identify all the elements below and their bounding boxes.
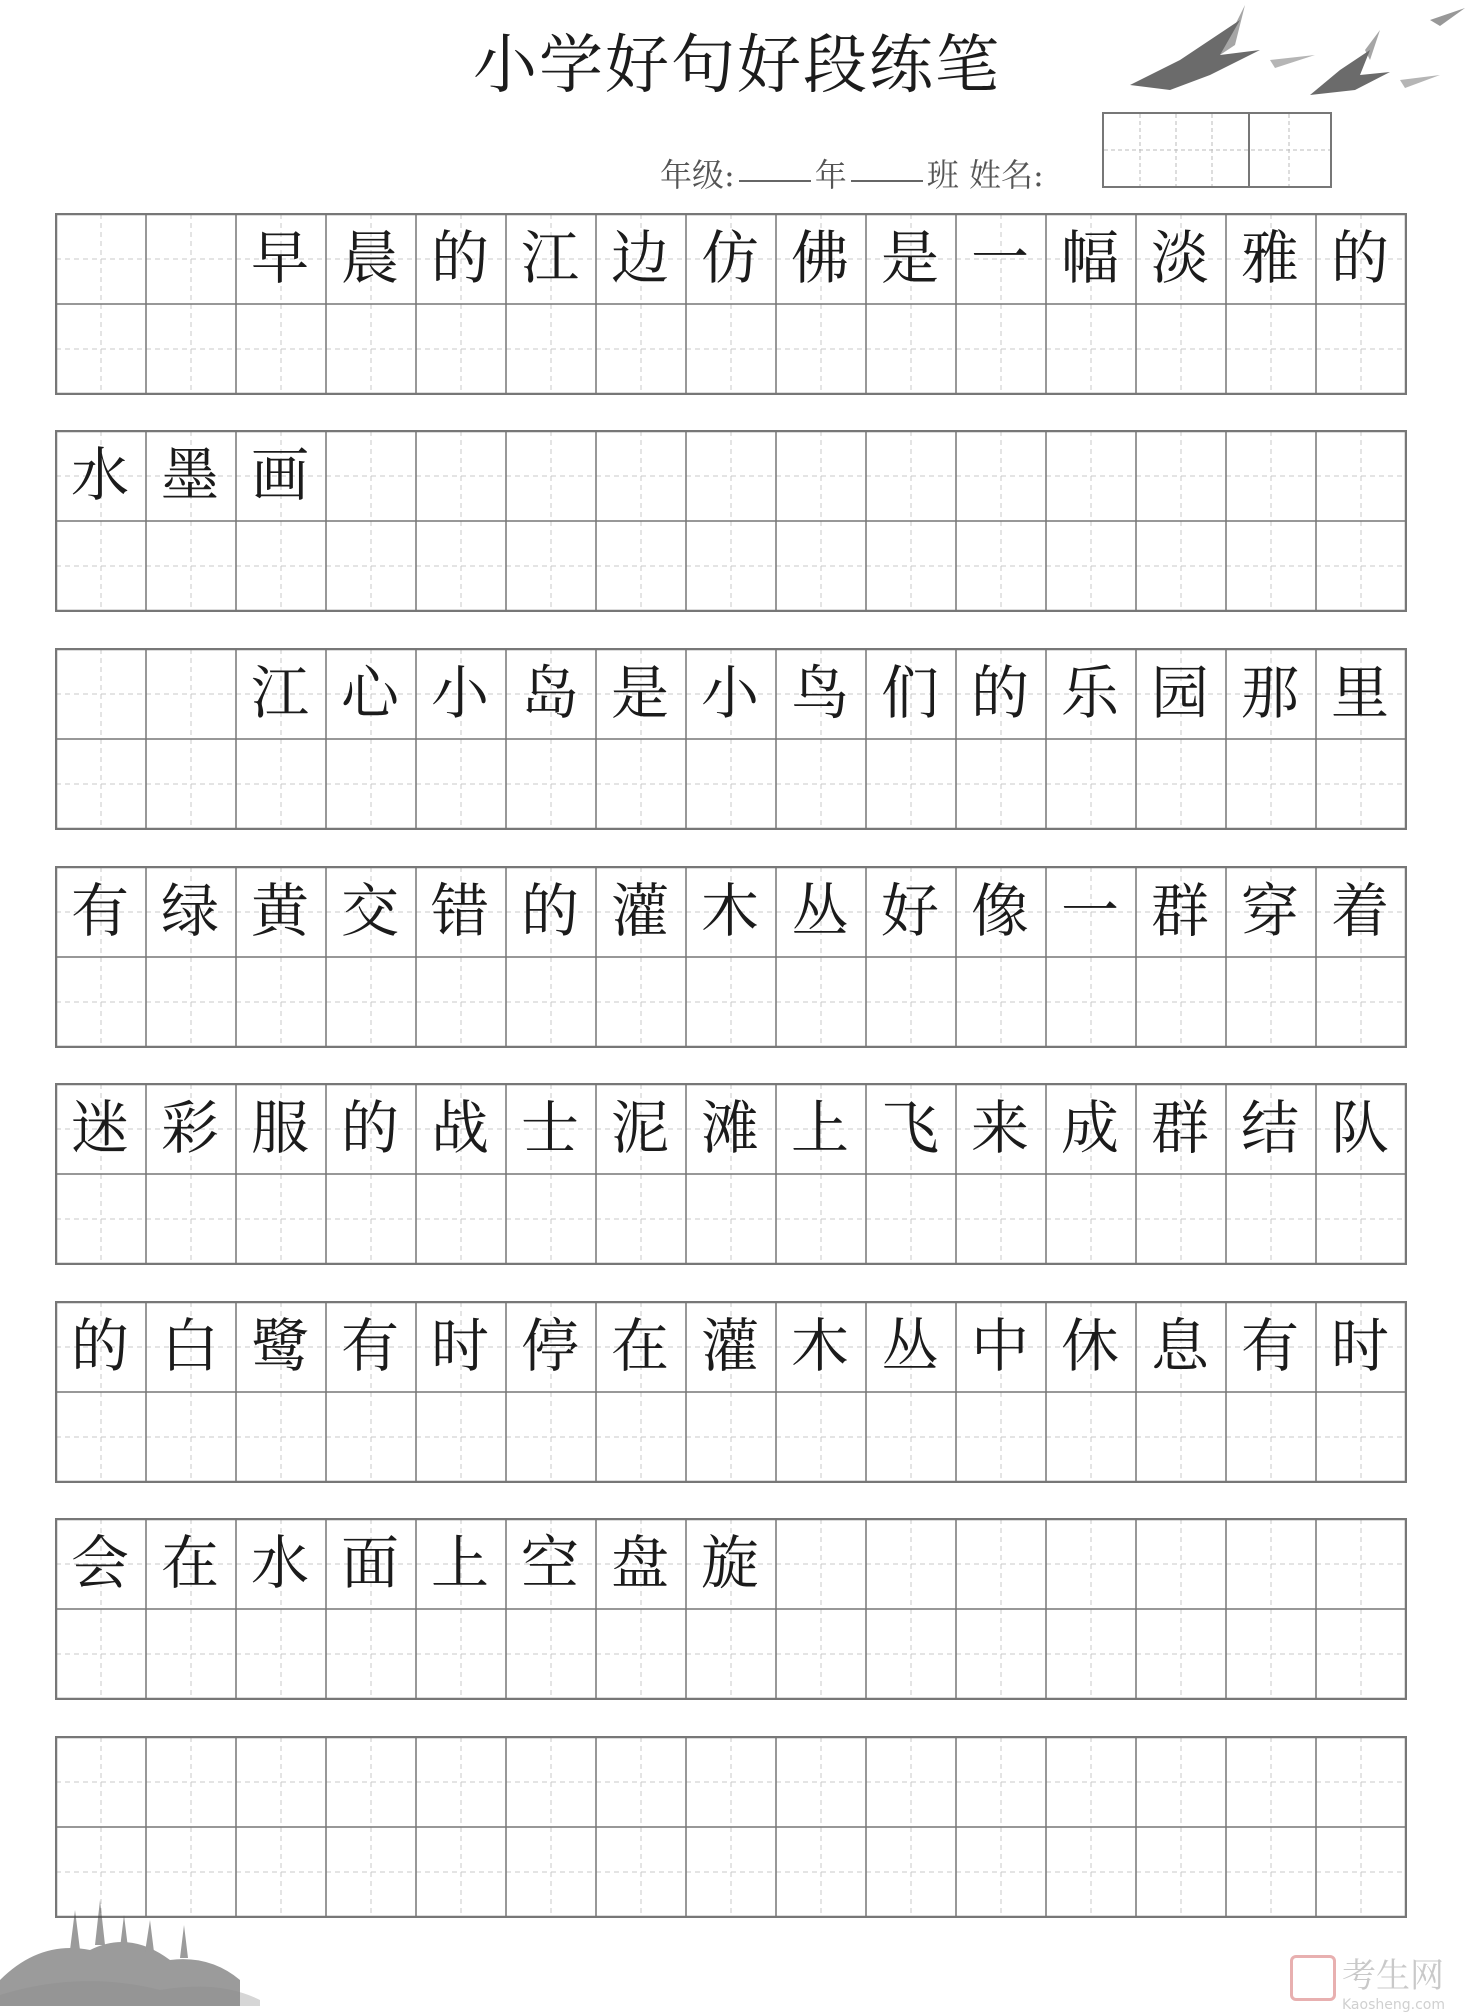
grid-cell[interactable]: 的 bbox=[970, 659, 1029, 727]
grid-cell[interactable]: 有 bbox=[70, 877, 129, 945]
grid-cell[interactable]: 水 bbox=[70, 441, 129, 509]
grid-cell[interactable] bbox=[1225, 430, 1315, 520]
practice-cell[interactable] bbox=[505, 1608, 595, 1698]
practice-cell[interactable] bbox=[1315, 520, 1405, 610]
grid-cell[interactable]: 面 bbox=[340, 1529, 399, 1597]
practice-cell[interactable] bbox=[325, 1391, 415, 1481]
practice-cell[interactable] bbox=[505, 303, 595, 393]
practice-cell[interactable] bbox=[595, 1608, 685, 1698]
practice-cell[interactable] bbox=[1135, 1826, 1225, 1916]
grid-cell[interactable]: 的 bbox=[340, 1094, 399, 1162]
grid-cell[interactable]: 空 bbox=[520, 1529, 579, 1597]
grid-cell[interactable]: 画 bbox=[250, 441, 309, 509]
practice-cell[interactable] bbox=[55, 1391, 145, 1481]
practice-cell[interactable] bbox=[865, 956, 955, 1046]
practice-cell[interactable] bbox=[1225, 520, 1315, 610]
practice-cell[interactable] bbox=[505, 520, 595, 610]
grid-cell[interactable]: 里 bbox=[1330, 659, 1389, 727]
class-label: 班 bbox=[926, 156, 959, 194]
grid-cell[interactable]: 在 bbox=[610, 1312, 669, 1380]
practice-cell[interactable] bbox=[955, 1826, 1045, 1916]
practice-cell[interactable] bbox=[1315, 738, 1405, 828]
grid-cell[interactable]: 旋 bbox=[700, 1529, 759, 1597]
grid-cell[interactable]: 木 bbox=[790, 1312, 849, 1380]
practice-cell[interactable] bbox=[1225, 1608, 1315, 1698]
grid-cell[interactable]: 队 bbox=[1330, 1094, 1389, 1162]
grid-cell[interactable]: 结 bbox=[1240, 1094, 1299, 1162]
practice-cell[interactable] bbox=[955, 738, 1045, 828]
grid-cell[interactable]: 的 bbox=[1330, 224, 1389, 292]
practice-cell[interactable] bbox=[1315, 1173, 1405, 1263]
class-blank[interactable] bbox=[851, 180, 923, 182]
practice-cell[interactable] bbox=[55, 303, 145, 393]
practice-cell[interactable] bbox=[1315, 956, 1405, 1046]
practice-cell[interactable] bbox=[1225, 1173, 1315, 1263]
practice-cell[interactable] bbox=[955, 956, 1045, 1046]
grid-cell[interactable]: 有 bbox=[1240, 1312, 1299, 1380]
grid-cell[interactable]: 来 bbox=[970, 1094, 1029, 1162]
practice-cell[interactable] bbox=[235, 1608, 325, 1698]
practice-cell[interactable] bbox=[145, 1608, 235, 1698]
practice-cell[interactable] bbox=[1135, 956, 1225, 1046]
grid-cell[interactable] bbox=[415, 430, 505, 520]
practice-cell[interactable] bbox=[415, 956, 505, 1046]
practice-cell[interactable] bbox=[1135, 303, 1225, 393]
practice-cell[interactable] bbox=[955, 1608, 1045, 1698]
grid-cell[interactable]: 的 bbox=[430, 224, 489, 292]
practice-cell[interactable] bbox=[505, 738, 595, 828]
grid-cell[interactable] bbox=[685, 1736, 775, 1826]
grid-band bbox=[55, 213, 1405, 393]
grid-cell[interactable]: 着 bbox=[1330, 877, 1389, 945]
grid-cell[interactable] bbox=[1225, 1518, 1315, 1608]
grid-cell[interactable]: 灌 bbox=[700, 1312, 759, 1380]
practice-cell[interactable] bbox=[1135, 520, 1225, 610]
grid-cell[interactable] bbox=[1315, 1518, 1405, 1608]
practice-cell[interactable] bbox=[1135, 738, 1225, 828]
practice-cell[interactable] bbox=[685, 520, 775, 610]
practice-cell[interactable] bbox=[415, 303, 505, 393]
grid-cell[interactable]: 在 bbox=[160, 1529, 219, 1597]
grid-cell[interactable]: 休 bbox=[1060, 1312, 1119, 1380]
grid-cell[interactable]: 木 bbox=[700, 877, 759, 945]
practice-cell[interactable] bbox=[865, 303, 955, 393]
grid-cell[interactable]: 息 bbox=[1150, 1312, 1209, 1380]
grade-label: 年级: bbox=[660, 156, 735, 194]
grid-cell[interactable] bbox=[1135, 1736, 1225, 1826]
grid-cell[interactable]: 佛 bbox=[790, 224, 849, 292]
practice-cell[interactable] bbox=[1045, 1608, 1135, 1698]
practice-cell[interactable] bbox=[685, 956, 775, 1046]
grade-blank[interactable] bbox=[739, 180, 811, 182]
practice-cell[interactable] bbox=[1045, 956, 1135, 1046]
grid-cell[interactable]: 晨 bbox=[340, 224, 399, 292]
grid-cell[interactable]: 群 bbox=[1150, 877, 1209, 945]
practice-cell[interactable] bbox=[685, 1391, 775, 1481]
grid-cell[interactable]: 服 bbox=[250, 1094, 309, 1162]
practice-cell[interactable] bbox=[775, 1826, 865, 1916]
grid-cell[interactable]: 绿 bbox=[160, 877, 219, 945]
practice-cell[interactable] bbox=[1225, 1826, 1315, 1916]
practice-cell[interactable] bbox=[145, 1173, 235, 1263]
grid-cell[interactable] bbox=[865, 1518, 955, 1608]
grid-cell[interactable]: 淡 bbox=[1150, 224, 1209, 292]
watermark bbox=[1290, 1948, 1445, 2013]
grid-cell[interactable]: 园 bbox=[1150, 659, 1209, 727]
practice-cell[interactable] bbox=[325, 303, 415, 393]
practice-cell[interactable] bbox=[775, 520, 865, 610]
practice-cell[interactable] bbox=[1315, 1826, 1405, 1916]
practice-cell[interactable] bbox=[685, 1608, 775, 1698]
grid-cell[interactable]: 那 bbox=[1240, 659, 1299, 727]
practice-cell[interactable] bbox=[685, 738, 775, 828]
grid-cell[interactable] bbox=[415, 1736, 505, 1826]
grid-cell[interactable]: 会 bbox=[70, 1529, 129, 1597]
grid-cell[interactable] bbox=[865, 1736, 955, 1826]
watermark-logo-icon bbox=[1290, 1955, 1336, 2001]
practice-cell[interactable] bbox=[235, 303, 325, 393]
practice-cell[interactable] bbox=[775, 738, 865, 828]
practice-cell[interactable] bbox=[415, 1391, 505, 1481]
grid-cell[interactable]: 幅 bbox=[1060, 224, 1119, 292]
practice-cell[interactable] bbox=[1135, 1608, 1225, 1698]
grid-cell[interactable] bbox=[145, 1736, 235, 1826]
grid-cell[interactable]: 滩 bbox=[700, 1094, 759, 1162]
grid-cell[interactable] bbox=[1315, 1736, 1405, 1826]
grid-cell[interactable] bbox=[1315, 430, 1405, 520]
grid-cell[interactable]: 迷 bbox=[70, 1094, 129, 1162]
practice-cell[interactable] bbox=[865, 520, 955, 610]
practice-cell[interactable] bbox=[1045, 1826, 1135, 1916]
practice-cell[interactable] bbox=[1045, 303, 1135, 393]
practice-cell[interactable] bbox=[955, 1173, 1045, 1263]
practice-cell[interactable] bbox=[595, 1391, 685, 1481]
grid-cell[interactable]: 穿 bbox=[1240, 877, 1299, 945]
grid-band bbox=[55, 648, 1405, 828]
practice-cell[interactable] bbox=[235, 1173, 325, 1263]
practice-cell[interactable] bbox=[1225, 956, 1315, 1046]
practice-cell[interactable] bbox=[775, 1391, 865, 1481]
grid-cell[interactable]: 时 bbox=[1330, 1312, 1389, 1380]
practice-cell[interactable] bbox=[145, 956, 235, 1046]
practice-cell[interactable] bbox=[505, 1391, 595, 1481]
practice-cell[interactable] bbox=[1225, 1391, 1315, 1481]
grid-cell[interactable]: 丛 bbox=[880, 1312, 939, 1380]
grid-cell[interactable]: 的 bbox=[520, 877, 579, 945]
grid-cell[interactable]: 飞 bbox=[880, 1094, 939, 1162]
grid-cell[interactable] bbox=[865, 430, 955, 520]
practice-cell[interactable] bbox=[685, 1173, 775, 1263]
practice-cell[interactable] bbox=[235, 738, 325, 828]
grid-cell[interactable]: 水 bbox=[250, 1529, 309, 1597]
grid-cell[interactable]: 丛 bbox=[790, 877, 849, 945]
grid-cell[interactable]: 交 bbox=[340, 877, 399, 945]
practice-cell[interactable] bbox=[775, 1608, 865, 1698]
practice-cell[interactable] bbox=[865, 1173, 955, 1263]
grid-cell[interactable] bbox=[1225, 1736, 1315, 1826]
practice-cell[interactable] bbox=[55, 1173, 145, 1263]
practice-cell[interactable] bbox=[55, 738, 145, 828]
grid-cell[interactable]: 停 bbox=[520, 1312, 579, 1380]
grid-cell[interactable]: 雅 bbox=[1240, 224, 1299, 292]
grid-cell[interactable]: 的 bbox=[70, 1312, 129, 1380]
grid-cell[interactable]: 小 bbox=[700, 659, 759, 727]
grid-cell[interactable]: 墨 bbox=[160, 441, 219, 509]
practice-cell[interactable] bbox=[1135, 1391, 1225, 1481]
practice-cell[interactable] bbox=[145, 1391, 235, 1481]
practice-cell[interactable] bbox=[55, 956, 145, 1046]
grid-cell[interactable]: 群 bbox=[1150, 1094, 1209, 1162]
grid-cell[interactable]: 边 bbox=[610, 224, 669, 292]
grid-cell[interactable] bbox=[955, 1736, 1045, 1826]
grid-cell[interactable]: 岛 bbox=[520, 659, 579, 727]
grid-cell[interactable] bbox=[55, 1736, 145, 1826]
practice-cell[interactable] bbox=[235, 1391, 325, 1481]
practice-cell[interactable] bbox=[505, 1173, 595, 1263]
watermark-text: 考生网 bbox=[1342, 1956, 1444, 1996]
grid-band bbox=[55, 1301, 1405, 1481]
grid-cell[interactable] bbox=[55, 648, 145, 738]
practice-cell[interactable] bbox=[775, 303, 865, 393]
grid-cell[interactable]: 是 bbox=[610, 659, 669, 727]
practice-cell[interactable] bbox=[55, 520, 145, 610]
practice-cell[interactable] bbox=[505, 1826, 595, 1916]
grid-cell[interactable] bbox=[235, 1736, 325, 1826]
practice-cell[interactable] bbox=[865, 1391, 955, 1481]
practice-cell[interactable] bbox=[235, 520, 325, 610]
grid-cell[interactable] bbox=[775, 430, 865, 520]
practice-cell[interactable] bbox=[145, 738, 235, 828]
name-box[interactable] bbox=[1102, 112, 1332, 188]
grid-cell[interactable]: 是 bbox=[880, 224, 939, 292]
practice-cell[interactable] bbox=[1135, 1173, 1225, 1263]
grid-cell[interactable]: 一 bbox=[970, 224, 1029, 292]
grid-cell[interactable] bbox=[325, 1736, 415, 1826]
practice-cell[interactable] bbox=[325, 1826, 415, 1916]
grid-cell[interactable] bbox=[1135, 430, 1225, 520]
practice-cell[interactable] bbox=[775, 956, 865, 1046]
practice-cell[interactable] bbox=[415, 1173, 505, 1263]
grid-cell[interactable]: 一 bbox=[1060, 877, 1119, 945]
practice-cell[interactable] bbox=[775, 1173, 865, 1263]
practice-cell[interactable] bbox=[595, 956, 685, 1046]
grid-cell[interactable]: 仿 bbox=[700, 224, 759, 292]
practice-cell[interactable] bbox=[1315, 1391, 1405, 1481]
grid-cell[interactable]: 鸟 bbox=[790, 659, 849, 727]
grid-cell[interactable]: 彩 bbox=[160, 1094, 219, 1162]
grid-cell[interactable]: 小 bbox=[430, 659, 489, 727]
grid-cell[interactable]: 时 bbox=[430, 1312, 489, 1380]
practice-cell[interactable] bbox=[325, 738, 415, 828]
practice-cell[interactable] bbox=[505, 956, 595, 1046]
grid-cell[interactable]: 有 bbox=[340, 1312, 399, 1380]
grid-band bbox=[55, 430, 1405, 610]
grid-band bbox=[55, 1518, 1405, 1698]
practice-cell[interactable] bbox=[1045, 1391, 1135, 1481]
grid-cell[interactable]: 心 bbox=[340, 659, 399, 727]
grid-cell[interactable]: 江 bbox=[520, 224, 579, 292]
practice-cell[interactable] bbox=[1045, 1173, 1135, 1263]
practice-cell[interactable] bbox=[865, 1826, 955, 1916]
watermark-subtext: Kaosheng.com bbox=[1342, 1996, 1445, 2013]
grid-cell[interactable]: 成 bbox=[1060, 1094, 1119, 1162]
grid-cell[interactable]: 早 bbox=[250, 224, 309, 292]
grid-cell[interactable] bbox=[595, 1736, 685, 1826]
grid-cell[interactable]: 像 bbox=[970, 877, 1029, 945]
grid-cell[interactable]: 上 bbox=[430, 1529, 489, 1597]
practice-cell[interactable] bbox=[685, 303, 775, 393]
grid-band bbox=[55, 866, 1405, 1046]
grid-cell[interactable]: 白 bbox=[160, 1312, 219, 1380]
practice-cell[interactable] bbox=[55, 1608, 145, 1698]
practice-cell[interactable] bbox=[145, 520, 235, 610]
grid-cell[interactable]: 中 bbox=[970, 1312, 1029, 1380]
name-label: 姓名: bbox=[969, 156, 1044, 194]
grid-cell[interactable] bbox=[1045, 1518, 1135, 1608]
grid-cell[interactable] bbox=[775, 1518, 865, 1608]
practice-cell[interactable] bbox=[595, 1826, 685, 1916]
ink-landscape-icon bbox=[0, 1870, 260, 2006]
grid-cell[interactable] bbox=[55, 213, 145, 303]
grid-cell[interactable]: 战 bbox=[430, 1094, 489, 1162]
grid-cell[interactable]: 泥 bbox=[610, 1094, 669, 1162]
grid-band bbox=[55, 1083, 1405, 1263]
practice-cell[interactable] bbox=[325, 1173, 415, 1263]
grid-cell[interactable] bbox=[955, 1518, 1045, 1608]
practice-cell[interactable] bbox=[145, 303, 235, 393]
practice-cell[interactable] bbox=[595, 303, 685, 393]
grid-cell[interactable] bbox=[775, 1736, 865, 1826]
grid-cell[interactable] bbox=[1045, 430, 1135, 520]
practice-cell[interactable] bbox=[955, 1391, 1045, 1481]
practice-cell[interactable] bbox=[595, 520, 685, 610]
practice-cell[interactable] bbox=[595, 738, 685, 828]
practice-cell[interactable] bbox=[865, 1608, 955, 1698]
grid-cell[interactable]: 们 bbox=[880, 659, 939, 727]
grid-cell[interactable] bbox=[955, 430, 1045, 520]
practice-cell[interactable] bbox=[415, 738, 505, 828]
practice-cell[interactable] bbox=[325, 520, 415, 610]
grid-cell[interactable]: 错 bbox=[430, 877, 489, 945]
grid-cell[interactable] bbox=[145, 213, 235, 303]
practice-cell[interactable] bbox=[325, 1608, 415, 1698]
practice-cell[interactable] bbox=[235, 956, 325, 1046]
grid-cell[interactable]: 鹭 bbox=[250, 1312, 309, 1380]
grid-cell[interactable] bbox=[505, 430, 595, 520]
grid-cell[interactable]: 盘 bbox=[610, 1529, 669, 1597]
practice-cell[interactable] bbox=[1045, 738, 1135, 828]
practice-cell[interactable] bbox=[595, 1173, 685, 1263]
practice-cell[interactable] bbox=[685, 1826, 775, 1916]
grid-cell[interactable]: 上 bbox=[790, 1094, 849, 1162]
practice-cell[interactable] bbox=[1225, 303, 1315, 393]
grid-cell[interactable]: 灌 bbox=[610, 877, 669, 945]
grid-cell[interactable] bbox=[595, 430, 685, 520]
practice-cell[interactable] bbox=[415, 1608, 505, 1698]
crane-icon bbox=[1070, 0, 1474, 120]
practice-cell[interactable] bbox=[325, 956, 415, 1046]
grid-cell[interactable] bbox=[685, 430, 775, 520]
practice-cell[interactable] bbox=[1045, 520, 1135, 610]
practice-cell[interactable] bbox=[415, 1826, 505, 1916]
page-title: 小学好句好段练笔 bbox=[473, 29, 1001, 103]
student-info bbox=[660, 150, 1044, 196]
grid-cell[interactable] bbox=[145, 648, 235, 738]
year-label: 年 bbox=[814, 156, 847, 194]
grid-cell[interactable]: 士 bbox=[520, 1094, 579, 1162]
grid-cell[interactable]: 乐 bbox=[1060, 659, 1119, 727]
grid-cell[interactable]: 黄 bbox=[250, 877, 309, 945]
practice-cell[interactable] bbox=[955, 520, 1045, 610]
practice-cell[interactable] bbox=[1315, 1608, 1405, 1698]
practice-cell[interactable] bbox=[1225, 738, 1315, 828]
practice-cell[interactable] bbox=[955, 303, 1045, 393]
grid-cell[interactable] bbox=[1135, 1518, 1225, 1608]
grid-cell[interactable] bbox=[505, 1736, 595, 1826]
practice-cell[interactable] bbox=[415, 520, 505, 610]
grid-cell[interactable]: 好 bbox=[880, 877, 939, 945]
grid-cell[interactable] bbox=[1045, 1736, 1135, 1826]
practice-cell[interactable] bbox=[865, 738, 955, 828]
grid-cell[interactable]: 江 bbox=[250, 659, 309, 727]
grid-cell[interactable] bbox=[325, 430, 415, 520]
practice-cell[interactable] bbox=[1315, 303, 1405, 393]
